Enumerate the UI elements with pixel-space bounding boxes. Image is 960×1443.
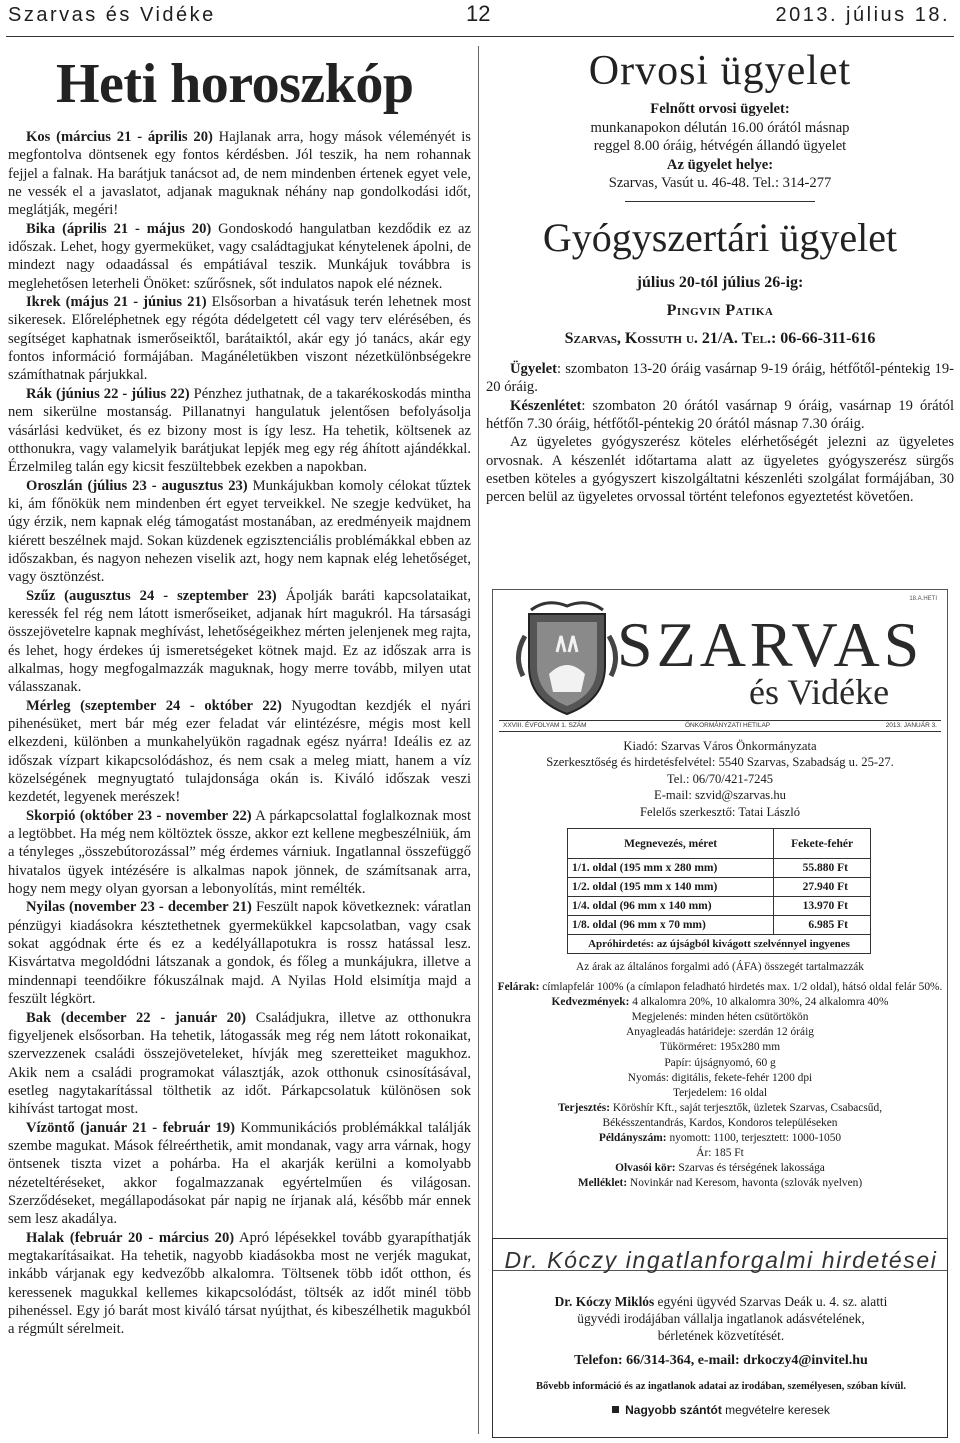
size-cell: 1/4. oldal (96 mm x 140 mm) [568, 897, 774, 916]
horoscope-body [8, 128, 471, 1339]
horoscope-sign [8, 1229, 471, 1339]
lawyer-name: Dr. Kóczy Miklós [554, 1294, 655, 1309]
horoscope-sign [8, 807, 471, 899]
discounts-label: Kedvezmények: [551, 996, 630, 1009]
keszenlet-label: Készenlétet [510, 397, 582, 414]
printing: Nyomás: digitális, fekete-fehér 1200 dpi [627, 1071, 813, 1084]
keszenlet-paragraph [486, 397, 954, 434]
distribution-label: Terjesztés: [557, 1101, 611, 1114]
distribution [497, 1101, 943, 1116]
wanted-text: megvételre keresek [721, 1403, 830, 1417]
place-label: Az ügyelet helye: [666, 156, 774, 173]
adult-hours-2: reggel 8.00 óráig, hétvégén állandó ügyelet [593, 138, 847, 155]
ad-text [493, 1293, 949, 1344]
supplement [497, 1176, 943, 1191]
sign-text: Ápolják baráti kapcsolataikat, keressék fel rég nem látott ismerőseiket, adjanak hírt magukról. Ha társasági összejövetelre kapnak meghívást, lehetőségeikhez mérten jelenjenek meg rajta, és lehet, hogy érdekes új ismeretségeket kötnek majd. Ez az időszak arra is alkalmas, hogy megfogalmazzák maguknak, hogy merre tovább, milyen utat válasszanak. [8, 587, 471, 696]
ad-info: Bővebb információ és az ingatlanok adatai az irodában, személyesen, szóban kívül. [536, 1381, 906, 1392]
coat-of-arms-icon [507, 596, 627, 718]
masthead-date: 2013. JANUÁR 3. [885, 722, 937, 729]
surcharges [497, 980, 943, 995]
free-ads-note: Apróhirdetés: az újságból kivágott szelvénnyel ingyenes [568, 935, 871, 954]
deadline: Anyagleadás határideje: szerdán 12 óráig [626, 1026, 814, 1039]
editor-in-chief: Felelős szerkesztő: Tatai László [639, 804, 801, 819]
price-cell: 6.985 Ft [774, 916, 871, 935]
gyogyszertar-body [486, 360, 954, 507]
impressum-box [492, 589, 948, 1271]
sign-text: A párkapcsolattal foglalkoznak most a legtöbbet. Ha még nem költöztek össze, akkor ezt kellene megbeszélniük, ám a tényleges „összebútorozással” még érdemes várniuk. Ingatlannal összefüggő hivatalos ügyek intézésére is alkalmas napok jönnek, de számítsanak arra, hogy nem megy olyan gyorsan a lebonyolítás, mint remélték. [8, 807, 471, 898]
sign-name: Kos (március 21 - április 20) [26, 129, 213, 145]
sign-name: Rák (június 22 - július 22) [26, 385, 190, 402]
vat-note: Az árak az általános forgalmi adó (ÁFA) összegét tartalmazzák [575, 961, 864, 973]
paper: Papír: újságnyomó, 60 g [664, 1056, 776, 1069]
price-cell: 13.970 Ft [774, 897, 871, 916]
readership-label: Olvasói kör: [615, 1162, 676, 1175]
surcharges-label: Felárak: [497, 981, 540, 994]
pharmacy-name: Pingvin Patika [666, 301, 774, 319]
masthead-title: SZARVAS [617, 609, 924, 680]
print-size: Tükörméret: 195x280 mm [659, 1041, 781, 1054]
real-estate-ad [492, 1238, 948, 1438]
ad-line-2: ügyvédi irodájában vállalja ingatlanok adásvételének, [577, 1311, 865, 1326]
distribution-places: Békésszentandrás, Kardos, Kondoros településeken [602, 1116, 838, 1129]
masthead-number: 18.A.HETI [909, 596, 937, 602]
sign-text: Pénzhez juthatnak, de a takarékoskodás mintha nem sikerülne mostanság. Pillanatnyi hangulatuk jelentősen befolyásolja vásárlási kedvüket, és ez bizony most is így lesz. Ha tehetik, költsenek az otthonukra, vagy valamelyik barátjukat lepjék meg egy rég áhított ajándékkal. Érzelmileg talán egy kicsit feszültebbek ezekben a napokban. [8, 385, 471, 476]
sign-text: Elsősorban a hivatásuk terén lehetnek most sikeresek. Előreléphetnek egy régóta dédelgetett cél vagy terv elérésében, és segítséget kaphatnak ismerőseiktől, barátaiktól, akár egy jó tanács, akár egy fontos információ formájában. Magánéletükben viszont nézetkülönbségekre számíthatnak párjukkal. [8, 294, 471, 384]
sign-name: Vízöntő (január 21 - február 19) [26, 1119, 236, 1136]
price-table-header [568, 829, 871, 859]
bullet-icon [612, 1406, 619, 1413]
price-cell: 27.940 Ft [774, 878, 871, 897]
horoscope-sign [8, 898, 471, 1008]
price-table [567, 828, 871, 954]
size-cell: 1/8. oldal (96 mm x 70 mm) [568, 916, 774, 935]
keszenlet-text: : szombaton 20 órától vasárnap 9 óráig, vasárnap 19 órától hétfőn 7.30 óráig, hétfőtől-péntekig 20 órától másnap 7.30 óráig. [486, 397, 954, 432]
place-address: Szarvas, Vasút u. 46-48. Tel.: 314-277 [608, 175, 832, 192]
page-count: Terjedelem: 16 oldal [672, 1086, 768, 1099]
supplement-text: Novinkár nad Keresom, havonta (szlovák nyelven) [627, 1177, 863, 1190]
horoscope-sign [8, 697, 471, 807]
horoscope-sign [8, 220, 471, 293]
horoscope-sign [8, 587, 471, 697]
sign-name: Bika (április 21 - május 20) [26, 220, 212, 237]
ad-line-1 [493, 1293, 949, 1310]
sign-name: Nyilas (november 23 - december 21) [26, 899, 252, 916]
size-cell: 1/1. oldal (195 mm x 280 mm) [568, 859, 774, 878]
sign-name: Szűz (augusztus 24 - szeptember 23) [26, 587, 277, 604]
publication-day: Megjelenés: minden héten csütörtökön [631, 1011, 809, 1024]
discounts-text: 4 alkalomra 20%, 10 alkalomra 30%, 24 alkalomra 40% [629, 996, 889, 1009]
print-run-label: Példányszám: [598, 1132, 667, 1145]
masthead [499, 596, 941, 732]
horoscope-sign [8, 1119, 471, 1229]
sign-name: Mérleg (szeptember 24 - október 22) [26, 697, 282, 714]
ugyelet-text: : szombaton 13-20 óráig vasárnap 9-19 óráig, hétfőtől-péntekig 19-20 óráig. [486, 360, 954, 396]
column-header: Fekete-fehér [774, 829, 871, 859]
orvosi-block [486, 100, 954, 193]
sign-text: Feszült napok következnek: váratlan pénzügyi kiadásokra késztethetnek gyermekükkel kapcsolatban, vagy csak sokat aggódnak érte és ez a kedélyállapotukra is rossz hatással lesz. Kisvártatva megoldódni látszanak a gondok, és főleg a munkájukra, illetve a mindennapi teendőikre fókuszálnak majd. A Nyilas Hold elsimítja majd a feszült légkört. [8, 899, 471, 1008]
right-column [486, 44, 954, 1440]
orvosi-title: Orvosi ügyelet [588, 48, 852, 94]
page-number: 12 [466, 1, 491, 26]
masthead-volume: XXVIII. ÉVFOLYAM 1. SZÁM [503, 722, 587, 729]
masthead-type: ÖNKORMÁNYZATI HETILAP [685, 722, 771, 729]
size-cell: 1/2. oldal (195 mm x 140 mm) [568, 878, 774, 897]
sign-name: Ikrek (május 21 - június 21) [26, 294, 207, 311]
column-divider [478, 46, 479, 1434]
ad-line-3: bérletének közvetítését. [657, 1328, 785, 1343]
ugyelet-paragraph [486, 360, 954, 397]
page-header [0, 0, 960, 36]
discounts [497, 995, 943, 1010]
publisher-info [493, 738, 947, 820]
horoscope-sign [8, 1009, 471, 1119]
editorial-phone: Tel.: 06/70/421-7245 [666, 771, 774, 786]
sign-name: Oroszlán (július 23 - augusztus 23) [26, 477, 248, 494]
ad-contact: Telefon: 66/314-364, e-mail: drkoczy4@invitel.hu [574, 1353, 868, 1368]
pharmacy-address: Szarvas, Kossuth u. 21/A. Tel.: 06-66-311-616 [564, 329, 876, 347]
sign-text: Kommunikációs problémákkal találják szembe magukat. Mások félreérthetik, amit mondanak, vagy arra várnak, hogy öntsenek tiszta vizet a pohárba. Ha el akarják kerülni a komolyabb nézeteltéréseket, akkor fogalmazzanak egyértelműen és világosan. Szerződéseket, megállapodásokat pár napig ne írjanak alá, később már ennek sem lesz akadálya. [8, 1119, 471, 1228]
table-row [568, 859, 871, 878]
note-paragraph: Az ügyeletes gyógyszerész köteles elérhetőségét jelezni az ügyeletes orvosnak. A készenlét időtartama alatt az ügyeletes gyógyszerész sürgős esetben köteles a gyógyszert kiszolgáltatni készenléti szolgálat formájában, 30 percen belül az ügyeletes orvossal történt telefonos egyeztetést követően. [486, 434, 954, 506]
horoscope-sign [8, 293, 471, 385]
masthead-subtitle: és Vidéke [749, 672, 890, 712]
readership [497, 1161, 943, 1176]
table-row [568, 897, 871, 916]
sign-name: Bak (december 22 - január 20) [26, 1009, 247, 1026]
sign-text: Gondoskodó hangulatban kezdődik ez az időszak. Lehet, hogy gyermeküket, vagy családtagjukat kénytelenek ápolni, de mindezt nagy odaadással és empátiával teszik. Munkájuk továbbra is meglehetősen leterheli Önöket: szűrősnek, sőt indulatos napok elé néznek. [8, 220, 471, 292]
ugyelet-label: Ügyelet [510, 360, 558, 377]
editorial-address: Szerkesztőség és hirdetésfelvétel: 5540 Szarvas, Szabadság u. 25-27. [546, 755, 894, 770]
sign-text: Hajlanak arra, hogy mások véleményét is megfontolva döntsenek egy fontos kérdésben. Jól teszik, ha nem rohannak fejjel a falnak. Ha barátjuk tanácsot ad, de nem mindenben értenek egyet vele, ne vessék el a javaslatot, adjanak maguknak néhány nap gondolkodási időt, meglátják, megéri! [8, 129, 471, 219]
table-footer-row [568, 935, 871, 954]
sign-text: Apró lépésekkel tovább gyarapíthatják megtakarításaikat. Ha tehetik, nagyobb kiadásokba most ne verjék magukat, inkább várjanak egy kedvezőbb alkalomra. Töltsenek több időt otthon, és keressenek magukkal kellemes kikapcsolódást, töltsék az időt minél több pihenéssel. Egy jó barát most kiváló társat nyújthat, és kibeszélhetik magukból a régmúlt sérelmeit. [8, 1229, 471, 1338]
sign-text: Munkájukban komoly célokat tűztek ki, ám főnökük nem mindenben ért egyet terveikkel. Ne szegje kedvüket, ha úgy érzik, nem kapnak elég támogatást mostanában, az eredményeik majdnem kiérett beszélnek majd. Sokan küzdenek egzisztenciális problémákkal ebben az időszakban, és nagyon nehezen viselik azt, hogy nem kapnak elég lehetőséget, vagy ösztönzést. [8, 477, 471, 586]
supplement-label: Melléklet: [577, 1177, 628, 1190]
wanted-bold: Nagyobb szántót [625, 1403, 722, 1417]
horoscope-column [8, 44, 471, 1436]
column-header: Megnevezés, méret [568, 829, 774, 859]
ad-line-1-text: egyéni ügyvéd Szarvas Deák u. 4. sz. alatti [654, 1294, 888, 1309]
section-rule [625, 201, 815, 202]
horoscope-sign [8, 385, 471, 477]
print-run [497, 1131, 943, 1146]
horoscope-title: Heti horoszkóp [56, 53, 414, 115]
table-row [568, 916, 871, 935]
price: Ár: 185 Ft [696, 1147, 744, 1160]
header-rule [6, 36, 954, 37]
ad-title: Dr. Kóczy ingatlanforgalmi hirdetései [504, 1247, 938, 1273]
sign-name: Skorpió (október 23 - november 22) [26, 807, 252, 824]
publication-name: Szarvas és Vidéke [8, 4, 216, 26]
sign-name: Halak (február 20 - március 20) [26, 1229, 235, 1246]
issue-date: 2013. július 18. [775, 4, 950, 26]
adult-label: Felnőtt orvosi ügyelet: [650, 101, 790, 117]
horoscope-sign [8, 477, 471, 587]
surcharges-text: címlapfelár 100% (a címlapon feladható hirdetés max. 1/2 oldal), hátsó oldal felár 50%. [539, 981, 943, 994]
ad-wanted [493, 1403, 949, 1417]
editorial-email: E-mail: szvid@szarvas.hu [654, 788, 786, 803]
gyogyszertar-title: Gyógyszertári ügyelet [542, 214, 898, 260]
distribution-text: Köröshír Kft., saját terjesztők, üzletek Szarvas, Csabacsűd, [610, 1101, 883, 1114]
sign-text: Nyugodtan kezdjék el nyári pihenésüket, mert bár még ezer feladat vár elintézésre, mégis most kell elkezdeni, különben a munkahelyükön ragadnak egész nyárra! Ideális ez az időszak vízpart kikapcsolódáshoz, és nem csak a meleg miatt, hanem a víz közelségének megnyugtató tulajdonsága okán is. Kiváló időszak veszi kezdetét, legyenek merészek! [8, 697, 471, 806]
publication-details [497, 960, 943, 1191]
print-run-text: nyomott: 1100, terjesztett: 1000-1050 [666, 1132, 842, 1145]
price-cell: 55.880 Ft [774, 859, 871, 878]
masthead-band [499, 720, 941, 732]
table-row [568, 878, 871, 897]
adult-hours-1: munkanapokon délután 16.00 órától másnap [590, 119, 850, 136]
horoscope-sign [8, 128, 471, 220]
gyogyszertar-date: július 20-tól július 26-ig: [636, 273, 804, 291]
readership-text: Szarvas és térségének lakossága [675, 1162, 825, 1175]
sign-text: Családjukra, illetve az otthonukra figyeljenek elsősorban. Ha tehetik, látogassák meg rég nem látott rokonaikat, szervezzenek családi összejöveteleket, hívják meg szeretteiket magukhoz. Akik nem a családi programokat választják, azok otthonuk csinosításával, esetleg nagytakarítással tölthetik az időt. Párkapcsolatuk különösen sok kihívást tartogat most. [8, 1009, 471, 1118]
publisher: Kiadó: Szarvas Város Önkormányzata [623, 739, 817, 753]
